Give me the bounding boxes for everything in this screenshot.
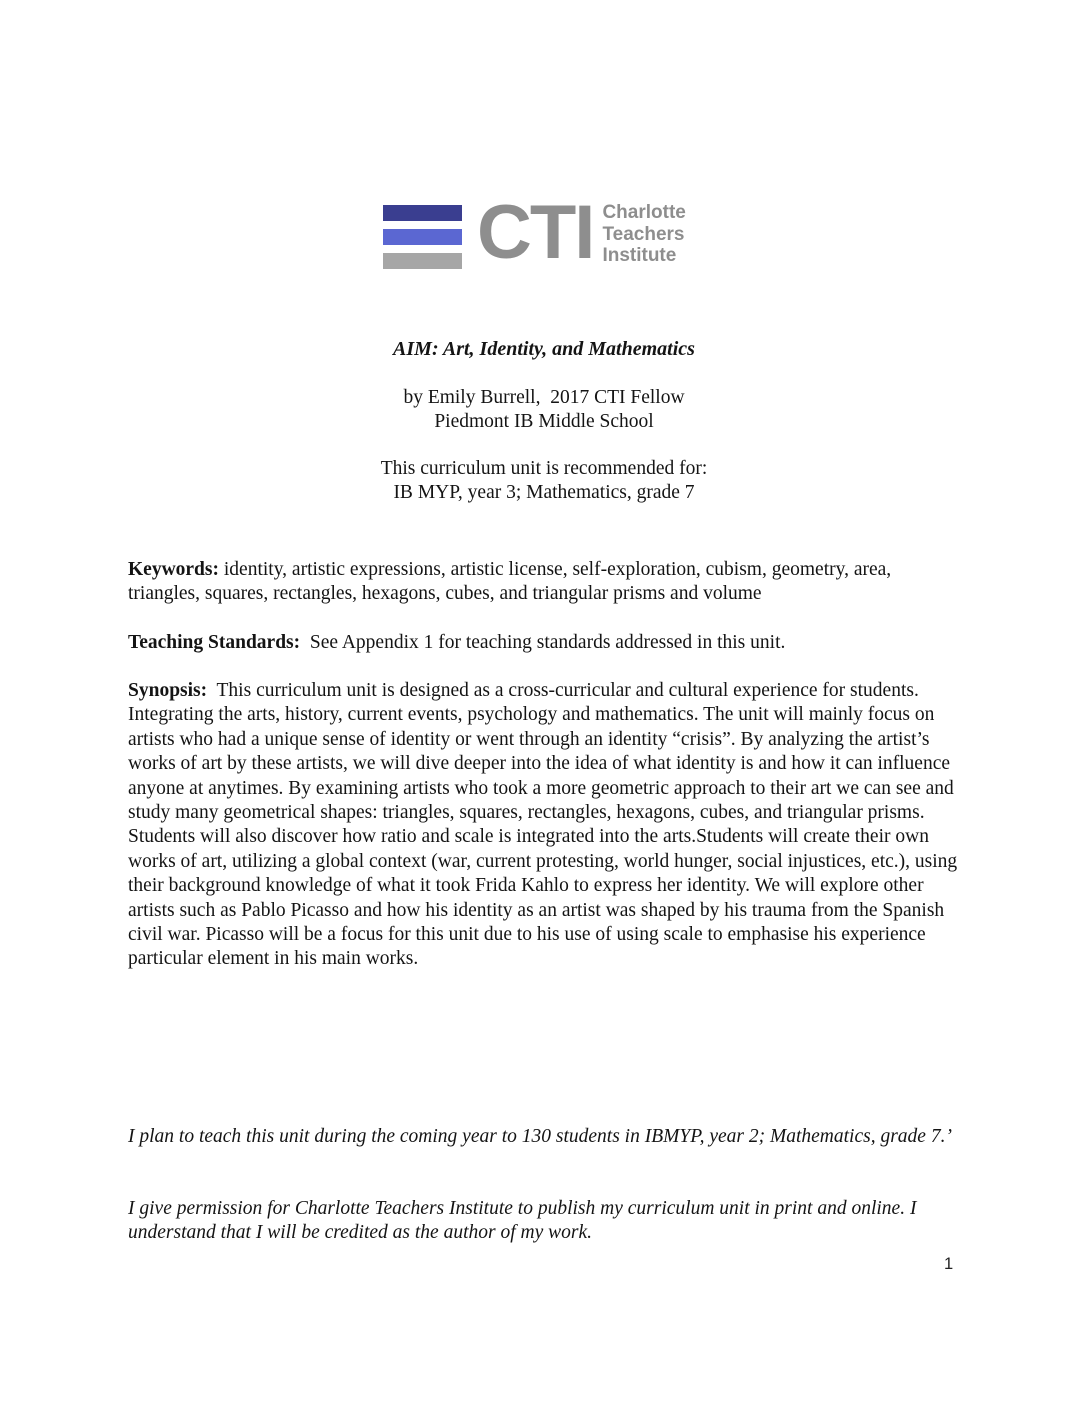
author-school: Piedmont IB Middle School [434,411,654,433]
permission-text: I give permission for Charlotte Teachers Institute to publish my curriculum unit in print and online. I understand that I will be credited as the author of my work. [128,1198,922,1244]
logo-bar-blue [383,229,462,245]
permission-note [128,1197,962,1246]
logo-bar-dark-blue [383,205,462,221]
cti-logo [383,190,686,275]
byline-block [0,386,1088,435]
logo-name-line-3: Institute [602,245,677,266]
cti-logo-bars-icon [383,205,462,269]
teaching-standards-paragraph [128,631,962,655]
cti-logo-name [602,202,685,267]
keywords-label: Keywords: [128,559,219,580]
teaching-plan-note [128,1125,962,1149]
author-byline: by Emily Burrell, 2017 CTI Fellow [403,387,685,408]
logo-name-line-1: Charlotte [602,202,686,223]
synopsis-text: This curriculum unit is designed as a cross-curricular and cultural experience for students. Integrating the arts, history, current events, psychology and mathematics. The unit will mainly focus on artists who had a unique sense of identity or went through an identity “crisis”. By analyzing the artist’s works of art by these artists, we will dive deeper into the idea of what identity is and how it can influence anyone at anytimes. By examining artists who took a more geometric approach to their art we can see and study many geometrical shapes: triangles, squares, rectangles, hexagons, cubes, and triangular prisms. Students will also discover how ratio and scale is integrated into the arts.Students will create their own works of art, utilizing a global context (war, current protesting, world hunger, social injustices, etc.), using their background knowledge of what it took Frida Kahlo to express her identity. We will explore other artists such as Pablo Picasso and how his identity as an artist was shaped by his trauma from the Spanish civil war. Picasso will be a focus for this unit due to his use of using scale to emphasise his experience particular element in his main works. [128,680,963,970]
teaching-plan-text: I plan to teach this unit during the coming year to 130 students in IBMYP, year 2; Mathematics, grade 7.’ [128,1126,952,1147]
logo-name-line-2: Teachers [602,223,685,245]
page-number: 1 [944,1255,954,1273]
recommendation-intro: This curriculum unit is recommended for: [380,458,708,479]
synopsis-paragraph [128,679,962,972]
synopsis-label: Synopsis: [128,680,208,701]
logo-bar-gray [383,253,462,269]
teaching-standards-label: Teaching Standards: [128,632,301,653]
keywords-paragraph [128,558,962,607]
teaching-standards-text: See Appendix 1 for teaching standards addressed in this unit. [300,632,786,653]
cti-logo-acronym: CTI [477,190,594,275]
recommendation-detail: IB MYP, year 3; Mathematics, grade 7 [393,482,695,504]
recommendation-block [0,457,1088,506]
document-title: AIM: Art, Identity, and Mathematics [393,338,695,360]
keywords-text: identity, artistic expressions, artistic license, self-exploration, cubism, geometry, area, triangles, squares, rectangles, hexagons, cubes, and triangular prisms and volume [128,559,897,605]
